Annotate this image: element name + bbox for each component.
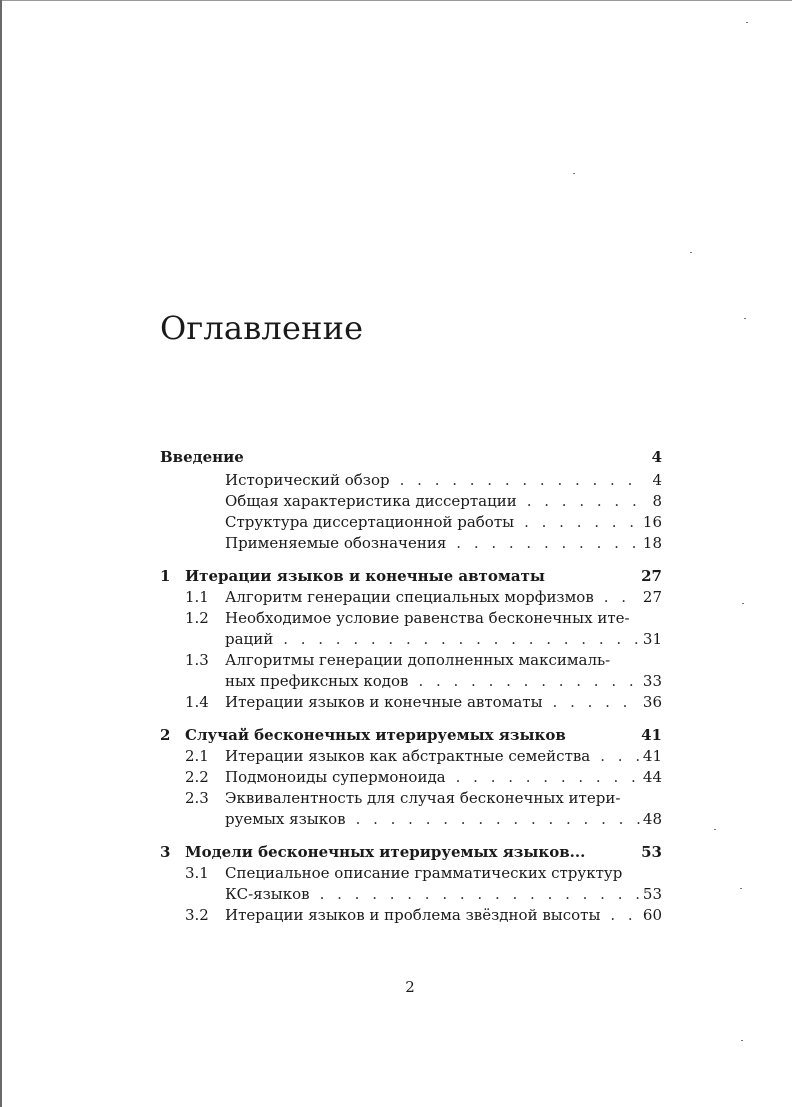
dot-leader xyxy=(390,470,640,491)
chapter-title: Модели бесконечных итерируемых языков... xyxy=(185,843,586,861)
toc-entry-label: Исторический обзор xyxy=(225,471,390,489)
dot-leader xyxy=(517,491,640,512)
section-title-continued: КС-языков xyxy=(225,885,310,903)
toc-entry-label: Структура диссертационной работы xyxy=(225,513,515,531)
scan-speck xyxy=(573,173,575,174)
section-number: 2.2 xyxy=(185,768,209,786)
section-title: Необходимое условие равенства бесконечных ите- xyxy=(225,609,630,627)
scan-speck xyxy=(714,829,716,830)
dot-leader xyxy=(594,587,640,608)
table-of-contents xyxy=(160,447,662,926)
toc-page-number: 8 xyxy=(652,492,662,510)
toc-page-number: 18 xyxy=(642,534,662,552)
toc-subentry[interactable] xyxy=(160,512,662,533)
toc-entry-label: Введение xyxy=(160,448,244,466)
page-title: Оглавление xyxy=(160,309,364,347)
toc-page-number: 48 xyxy=(642,810,662,828)
toc-subentry[interactable] xyxy=(160,470,662,491)
section-number: 3.1 xyxy=(185,864,209,882)
toc-page-number: 33 xyxy=(642,672,662,690)
scan-speck xyxy=(742,603,744,604)
dot-leader xyxy=(543,692,640,713)
section-title: Подмоноиды супермоноида xyxy=(225,768,446,786)
section-title: Итерации языков и проблема звёздной высоты xyxy=(225,906,601,924)
dot-leader xyxy=(514,512,640,533)
chapter-number: 2 xyxy=(160,726,171,744)
toc-section-continuation[interactable] xyxy=(160,629,662,650)
toc-section-continuation[interactable] xyxy=(160,671,662,692)
toc-section-1-3[interactable] xyxy=(160,650,662,671)
chapter-number: 3 xyxy=(160,843,171,861)
scan-speck xyxy=(741,1040,743,1041)
section-number: 3.2 xyxy=(185,906,209,924)
toc-section-continuation[interactable] xyxy=(160,809,662,830)
toc-chapter-3[interactable] xyxy=(160,842,662,863)
scan-speck xyxy=(690,252,692,253)
scan-speck xyxy=(744,318,746,319)
dot-leader xyxy=(446,533,640,554)
section-title: Итерации языков как абстрактные семейства xyxy=(225,747,591,765)
section-number: 2.1 xyxy=(185,747,209,765)
section-number: 1.1 xyxy=(185,588,209,606)
dot-leader xyxy=(273,629,640,650)
dot-leader xyxy=(310,884,640,905)
section-number: 2.3 xyxy=(185,789,209,807)
scan-speck xyxy=(740,888,742,889)
toc-entry-intro[interactable] xyxy=(160,447,662,468)
dot-leader xyxy=(408,671,640,692)
toc-subentry[interactable] xyxy=(160,491,662,512)
section-number: 1.3 xyxy=(185,651,209,669)
toc-chapter-2[interactable] xyxy=(160,725,662,746)
toc-page-number: 27 xyxy=(641,567,662,585)
chapter-title: Итерации языков и конечные автоматы xyxy=(185,567,545,585)
toc-page-number: 16 xyxy=(642,513,662,531)
toc-page-number: 31 xyxy=(642,630,662,648)
toc-section-2-3[interactable] xyxy=(160,788,662,809)
section-title-continued: руемых языков xyxy=(225,810,346,828)
page-number-footer: 2 xyxy=(405,978,415,996)
section-title: Эквивалентность для случая бесконечных итери- xyxy=(225,789,621,807)
section-title: Итерации языков и конечные автоматы xyxy=(225,693,543,711)
scan-edge-left xyxy=(0,0,6,1107)
toc-page-number: 41 xyxy=(642,747,662,765)
section-title-continued: ных префиксных кодов xyxy=(225,672,409,690)
section-title: Алгоритм генерации специальных морфизмов xyxy=(225,588,594,606)
section-number: 1.4 xyxy=(185,693,209,711)
toc-entry-label: Применяемые обозначения xyxy=(225,534,447,552)
scan-edge-top xyxy=(0,0,792,4)
toc-section-1-2[interactable] xyxy=(160,608,662,629)
toc-page-number: 41 xyxy=(641,726,662,744)
toc-section-continuation[interactable] xyxy=(160,884,662,905)
toc-entry-label: Общая характеристика диссертации xyxy=(225,492,517,510)
dot-leader xyxy=(590,746,640,767)
section-title: Алгоритмы генерации дополненных максималь- xyxy=(225,651,611,669)
toc-page-number: 60 xyxy=(642,906,662,924)
toc-page-number: 36 xyxy=(642,693,662,711)
section-title: Специальное описание грамматических структур xyxy=(225,864,623,882)
section-title-continued: раций xyxy=(225,630,274,648)
scan-speck xyxy=(746,22,748,23)
dot-leader xyxy=(600,905,640,926)
toc-page-number: 4 xyxy=(652,471,662,489)
toc-page-number: 53 xyxy=(641,843,662,861)
toc-section-1-1[interactable] xyxy=(160,587,662,608)
toc-page-number: 53 xyxy=(642,885,662,903)
chapter-title: Случай бесконечных итерируемых языков xyxy=(185,726,566,744)
toc-page-number: 27 xyxy=(642,588,662,606)
toc-page-number: 44 xyxy=(642,768,662,786)
section-number: 1.2 xyxy=(185,609,209,627)
toc-section-3-2[interactable] xyxy=(160,905,662,926)
toc-page-number: 4 xyxy=(651,448,662,466)
toc-subentry[interactable] xyxy=(160,533,662,554)
toc-section-3-1[interactable] xyxy=(160,863,662,884)
dot-leader xyxy=(446,767,640,788)
toc-section-1-4[interactable] xyxy=(160,692,662,713)
dot-leader xyxy=(346,809,640,830)
chapter-number: 1 xyxy=(160,567,171,585)
toc-section-2-2[interactable] xyxy=(160,767,662,788)
toc-section-2-1[interactable] xyxy=(160,746,662,767)
toc-chapter-1[interactable] xyxy=(160,566,662,587)
